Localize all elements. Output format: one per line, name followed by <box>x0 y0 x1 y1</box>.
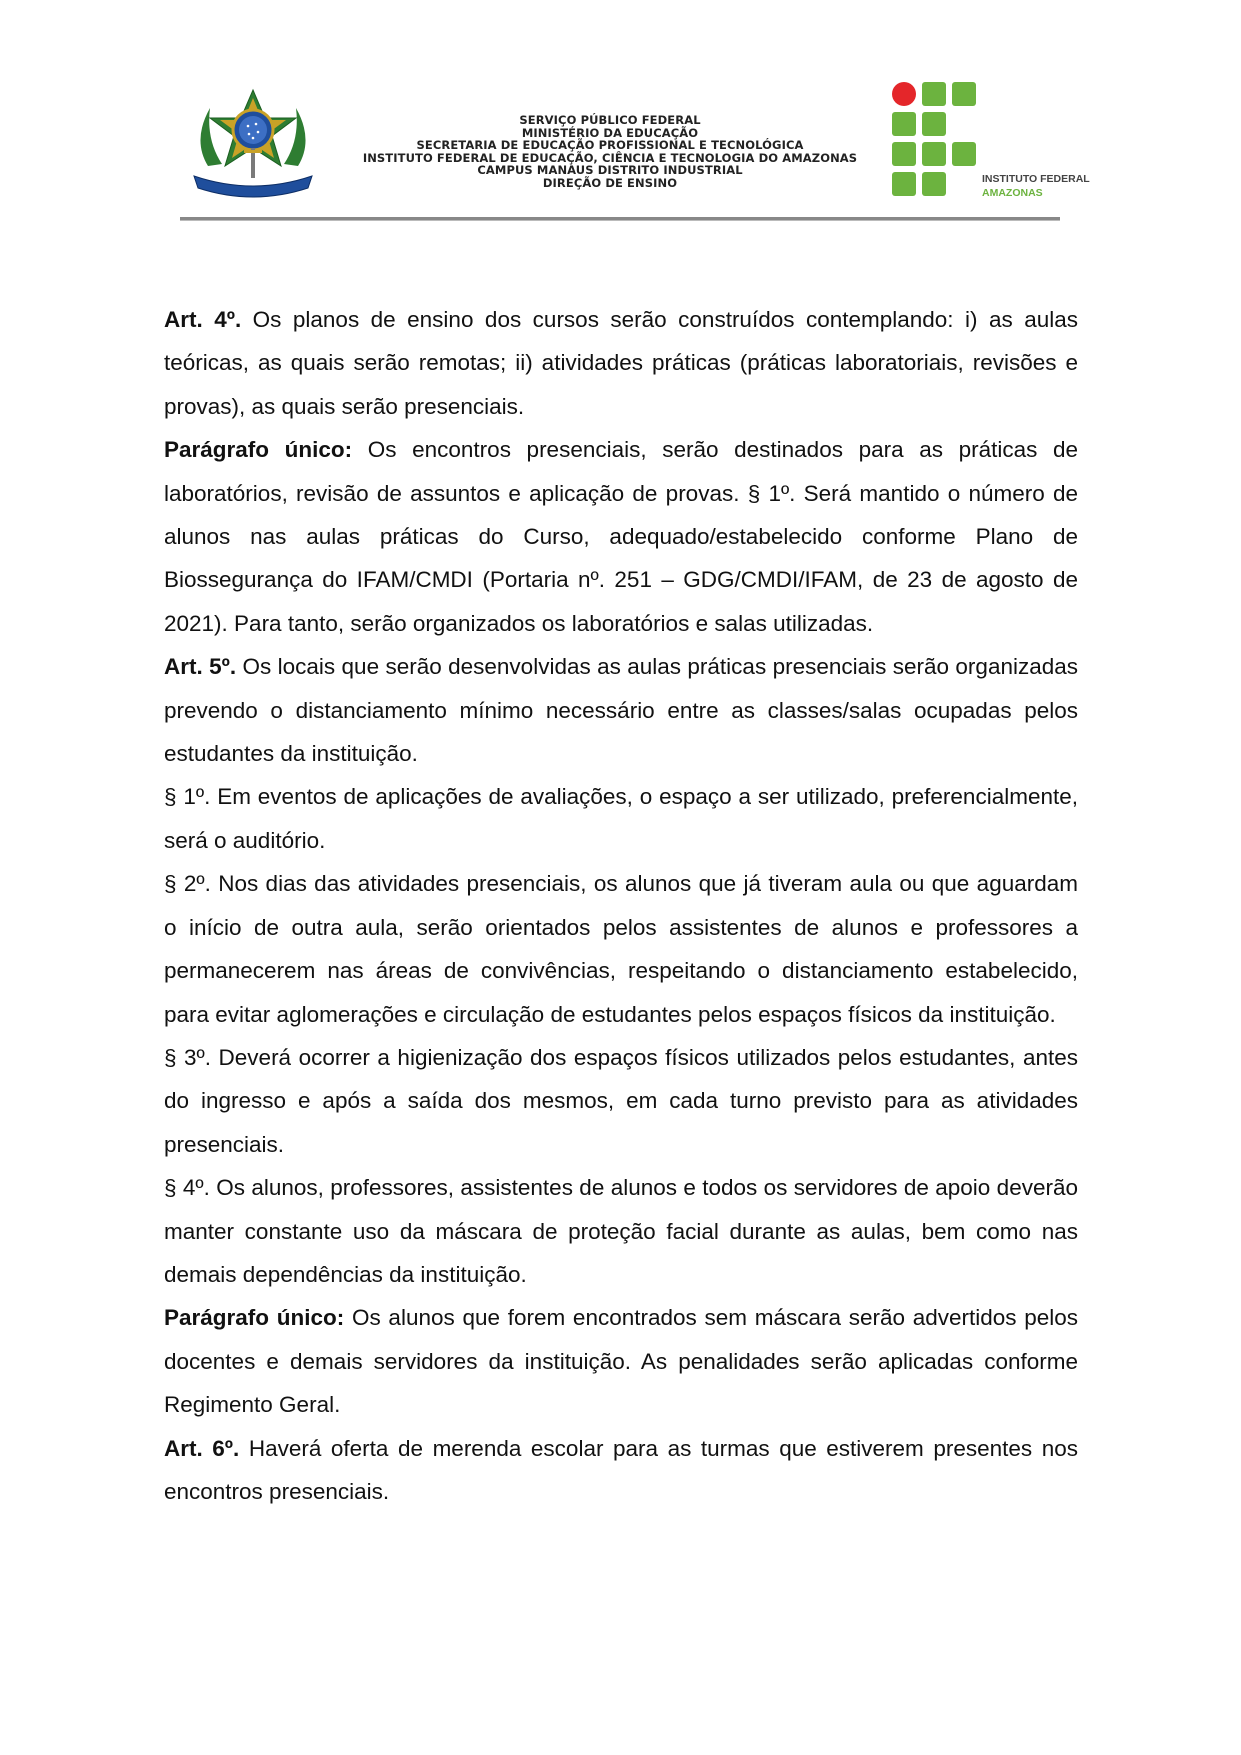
header-line-service: SERVIÇO PÚBLICO FEDERAL <box>519 113 701 127</box>
document-body <box>164 298 1078 1513</box>
paragraph-art-5-s2 <box>164 862 1078 1036</box>
paragraph-text: § 2º. Nos dias das atividades presenciais, os alunos que já tiveram aula ou que aguardam o início de outra aula, serão orientados pelos assistentes de alunos e professores a permanecerem nas áreas de convivências, respeitando o distanciamento estabelecido, para evitar aglomerações e circulação de estudantes pelos espaços físicos da instituição. <box>164 871 1078 1027</box>
paragraph-art-5-s1 <box>164 775 1078 862</box>
paragraph-text: § 4º. Os alunos, professores, assistentes de alunos e todos os servidores de apoio deverão manter constante uso da máscara de proteção facial durante as aulas, bem como nas demais dependências da instituição. <box>164 1175 1078 1287</box>
paragraph-art-5-s3 <box>164 1036 1078 1166</box>
paragraph-text: Os encontros presenciais, serão destinados para as práticas de laboratórios, revisão de assuntos e aplicação de provas. § 1º. Será mantido o número de alunos nas aulas práticas do Curso, adequado/estabelecido conforme Plano de Biossegurança do IFAM/CMDI (Portaria nº. 251 – GDG/CMDI/IFAM, de 23 de agosto de 2021). Para tanto, serão organizados os laboratórios e salas utilizadas. <box>164 437 1079 636</box>
brazil-coat-of-arms-icon <box>186 88 320 200</box>
header-line-secretariat: SECRETARIA DE EDUCAÇÃO PROFISSIONAL E TECNOLÓGICA <box>416 138 804 152</box>
paragraph-lead: Art. 4º. <box>164 307 242 332</box>
header-line-ministry: MINISTÉRIO DA EDUCAÇÃO <box>521 125 699 140</box>
paragraph-lead: Art. 6º. <box>164 1435 240 1461</box>
paragraph-art-5-unique <box>164 1296 1078 1426</box>
header-line-directorate: DIREÇÃO DE ENSINO <box>542 175 678 190</box>
instituto-federal-logo-icon <box>890 80 1090 202</box>
paragraph-art-6 <box>164 1427 1078 1514</box>
header-line-institute: INSTITUTO FEDERAL DE EDUCAÇÃO, CIÊNCIA E TECNOLOGIA DO AMAZONAS <box>362 150 858 165</box>
paragraph-text: Os alunos que forem encontrados sem máscara serão advertidos pelos docentes e demais servidores da instituição. As penalidades serão aplicadas conforme Regimento Geral. <box>164 1305 1079 1418</box>
letterhead <box>180 74 1090 224</box>
paragraph-lead: Parágrafo único: <box>164 437 353 463</box>
paragraph-text: § 3º. Deverá ocorrer a higienização dos espaços físicos utilizados pelos estudantes, antes do ingresso e após a saída dos mesmos, em cada turno previsto para as atividades presenciais. <box>164 1044 1078 1157</box>
paragraph-text: § 1º. Em eventos de aplicações de avaliações, o espaço a ser utilizado, preferencialmente, será o auditório. <box>164 784 1078 853</box>
paragraph-art-4-unique <box>164 428 1078 645</box>
paragraph-art-4 <box>164 298 1078 428</box>
paragraph-text: Os planos de ensino dos cursos serão construídos contemplando: i) as aulas teóricas, as quais serão remotas; ii) atividades práticas (práticas laboratoriais, revisões e provas), as quais serão presenciais. <box>164 307 1078 419</box>
paragraph-art-5 <box>164 645 1078 775</box>
paragraph-lead: Parágrafo único: <box>164 1305 345 1331</box>
paragraph-art-5-s4 <box>164 1166 1078 1296</box>
paragraph-lead: Art. 5º. <box>164 654 237 680</box>
paragraph-text: Haverá oferta de merenda escolar para as turmas que estiverem presentes nos encontros presenciais. <box>164 1435 1078 1504</box>
header-divider <box>180 217 1060 221</box>
paragraph-text: Os locais que serão desenvolvidas as aulas práticas presenciais serão organizadas prevendo o distanciamento mínimo necessário entre as classes/salas ocupadas pelos estudantes da instituição. <box>164 654 1079 767</box>
logo-text-line2: AMAZONAS <box>982 187 1043 199</box>
letterhead-text <box>320 114 900 189</box>
logo-text-line1: INSTITUTO FEDERAL <box>982 173 1090 185</box>
header-line-campus: CAMPUS MANAUS DISTRITO INDUSTRIAL <box>477 163 743 177</box>
